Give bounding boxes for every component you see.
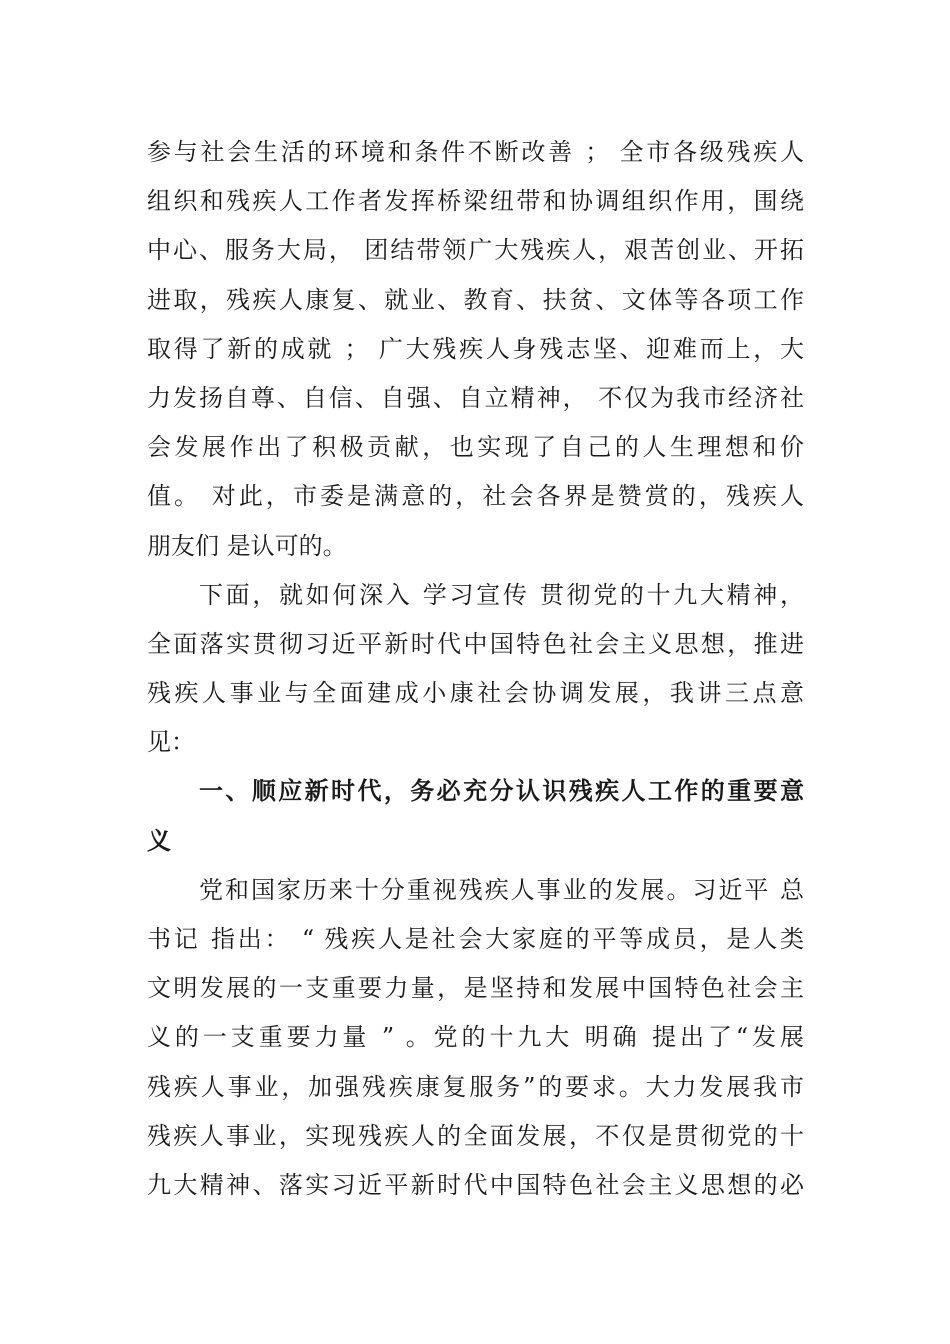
text-line: 值。 对此，市委是满意的，社会各界是赞赏的，残疾人 (147, 482, 804, 511)
text-line: 残疾人事业，实现残疾人的全面发展，不仅是贯彻党的十 (147, 1121, 804, 1150)
text-line: 中心、服务大局， 团结带领广大残疾人，艰苦创业、开拓 (147, 236, 804, 265)
text-line: 见： (147, 728, 195, 757)
text-line: 九大精神、落实习近平新时代中国特色社会主义思想的必 (147, 1170, 804, 1199)
text-line: 残疾人事业，加强残疾康复服务”的要求。大力发展我市 (147, 1072, 804, 1101)
text-line: 文明发展的一支重要力量，是坚持和发展中国特色社会主 (147, 974, 804, 1003)
document-page (147, 128, 804, 1210)
text-line: 残疾人事业与全面建成小康社会协调发展，我讲三点意 (147, 679, 804, 708)
text-line: 党和国家历来十分重视残疾人事业的发展。习近平 总 (199, 875, 804, 904)
heading-line: 义 (147, 826, 171, 855)
text-line: 力发扬自尊、自信、自强、自立精神， 不仅为我市经济社 (147, 383, 804, 412)
paragraph-importance (147, 866, 804, 1210)
text-line: 下面，就如何深入 学习宣传 贯彻党的十九大精神， (199, 580, 804, 609)
text-line: 全面落实贯彻习近平新时代中国特色社会主义思想，推进 (147, 629, 804, 658)
text-line: 义的一支重要力量 ” 。党的十九大 明确 提出了“发展 (147, 1023, 804, 1052)
paragraph-intro-points (147, 571, 804, 768)
text-line: 取得了新的成就 ； 广大残疾人身残志坚、迎难而上，大 (147, 334, 804, 363)
text-line: 进取，残疾人康复、就业、教育、扶贫、文体等各项工作 (147, 285, 804, 314)
text-line: 参与社会生活的环境和条件不断改善 ； 全市各级残疾人 (147, 138, 804, 166)
text-line: 朋友们 是认可的。 (147, 531, 347, 560)
section-heading (147, 767, 804, 865)
paragraph-achievements (147, 128, 804, 571)
text-line: 书记 指出： “ 残疾人是社会大家庭的平等成员，是人类 (147, 925, 804, 953)
heading-line: 一、顺应新时代，务必充分认识残疾人工作的重要意 (199, 777, 804, 806)
text-line: 会发展作出了积极贡献，也实现了自己的人生理想和价 (147, 433, 804, 462)
text-line: 组织和残疾人工作者发挥桥梁纽带和协调组织作用，围绕 (147, 187, 804, 216)
